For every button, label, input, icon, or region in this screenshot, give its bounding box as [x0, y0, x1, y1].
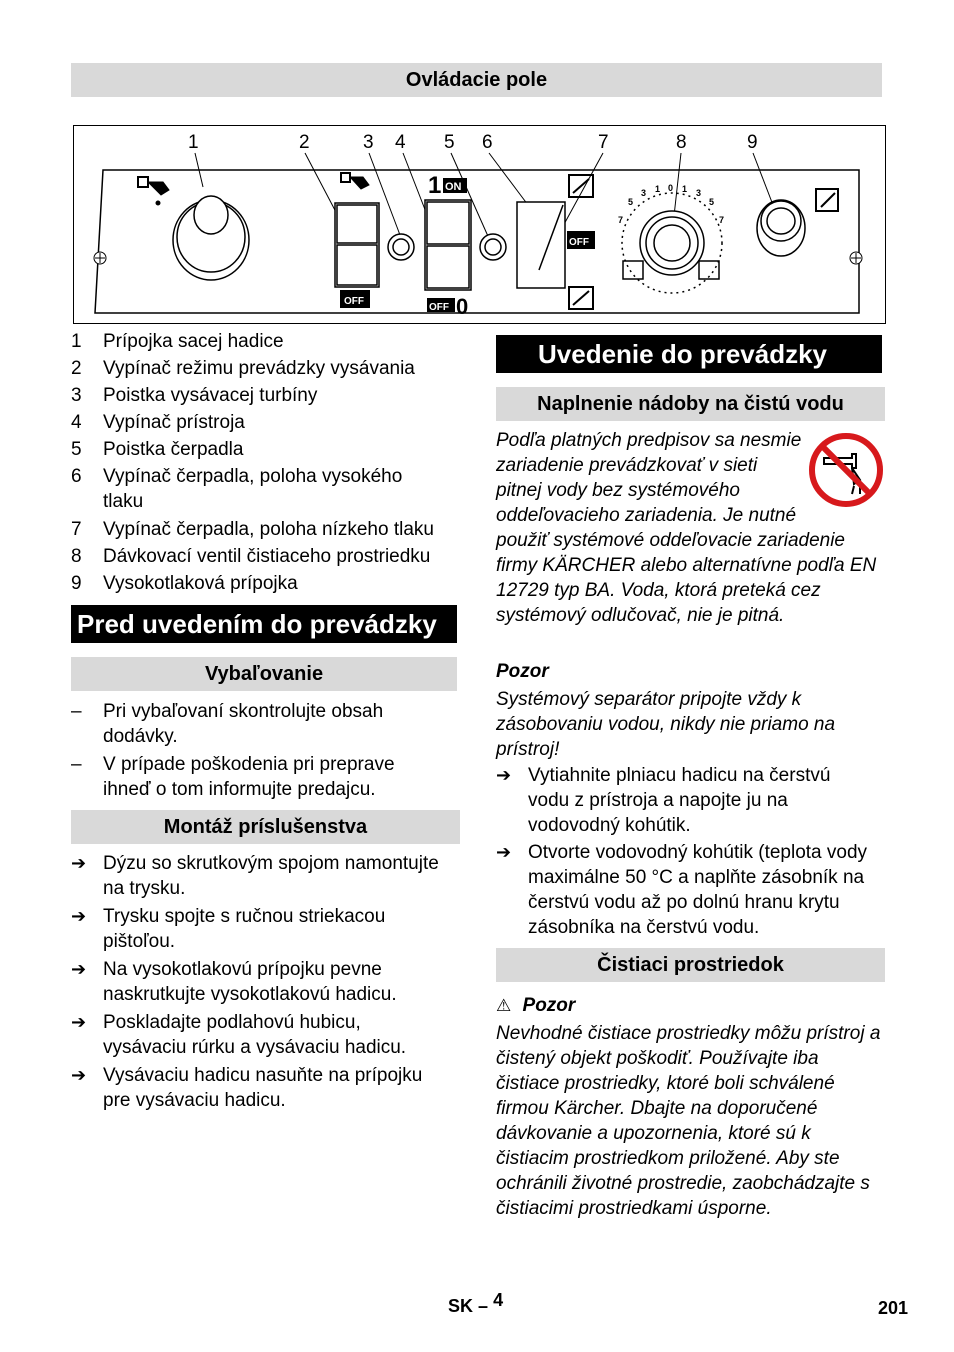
off-label-2: OFF [429, 302, 449, 313]
legend-item: 9 Vysokotlaková prípojka [71, 573, 298, 594]
pump-switch-graphic [517, 202, 565, 288]
fill-water-steps [496, 763, 886, 941]
off-label-1: OFF [344, 296, 364, 307]
arrow-right-icon: ➔ [71, 959, 87, 979]
step-item: ➔ Dýzu so skrutkovým spojom namontujte na trysku. [71, 853, 439, 899]
legend-item: 8 Dávkovací ventil čistiaceho prostriedku [71, 546, 431, 567]
turbine-fuse [388, 234, 414, 260]
arrow-right-icon: ➔ [71, 906, 87, 926]
legend-item: 3 Poistka vysávacej turbíny [71, 385, 318, 406]
callout-4: 4 [395, 132, 406, 153]
footer-page-local: SK – 4 [448, 1290, 504, 1316]
svg-text:7: 7 [719, 215, 725, 225]
footer-page-number: 201 [878, 1298, 909, 1318]
arrow-right-icon: ➔ [496, 842, 512, 862]
step-item: ➔ Poskladajte podlahovú hubicu, vysávaciu rúrku a vysávaciu hadicu. [71, 1012, 407, 1058]
list-item: – Pri vybaľovaní skontrolujte obsah dodávky. [71, 701, 384, 747]
step-item: ➔ Na vysokotlakovú prípojku pevne naskrutkujte vysokotlakovú hadicu. [71, 959, 397, 1005]
arrow-right-icon: ➔ [496, 765, 512, 785]
svg-text:1: 1 [655, 184, 661, 194]
section-title-before-startup: Pred uvedením do prevádzky [71, 605, 457, 643]
fill-water-intro: Podľa platných predpisov sa nesmie zariadenie prevádzkovať v sieti pitnej vody bez systémového oddeľovacieho zariadenia. Je nutné použiť systémové oddeľovacie zariadenie firmy KÄRCHER alebo alternatívne podľa EN 12729 typ BA. Voda, ktorá preteká cez systémový odlučovač, nie je pitná. [496, 430, 877, 626]
caution-text: Systémový separátor pripojte vždy k zásobovaniu vodou, nikdy nie priamo na prístroj! [496, 689, 836, 760]
callout-8: 8 [676, 132, 687, 153]
high-pressure-connection [757, 200, 805, 256]
accessories-heading: Montáž príslušenstva [71, 810, 460, 844]
callout-1: 1 [188, 132, 199, 153]
svg-text:3: 3 [641, 188, 647, 198]
accessories-steps [71, 851, 460, 1113]
legend-item: 6 Vypínač čerpadla, poloha vysokého tlaku [71, 466, 403, 512]
detergent-caution: ⚠ Pozor [496, 995, 576, 1016]
detergent-heading: Čistiaci prostriedok [496, 948, 885, 982]
pump-fuse [480, 234, 506, 260]
list-item: – V prípade poškodenia pri preprave ihneď o tom informujte predajcu. [71, 754, 395, 800]
legend-list [71, 329, 471, 599]
arrow-right-icon: ➔ [71, 1065, 87, 1085]
svg-text:1: 1 [682, 184, 688, 194]
on-label: ON [445, 181, 462, 193]
unpacking-list [71, 699, 457, 803]
control-panel-figure [73, 125, 886, 324]
legend-item: 7 Vypínač čerpadla, poloha nízkeho tlaku [71, 519, 434, 540]
legend-item: 4 Vypínač prístroja [71, 412, 245, 433]
svg-text:3: 3 [696, 188, 702, 198]
callout-9: 9 [747, 132, 758, 153]
svg-text:0: 0 [668, 183, 674, 193]
callout-3: 3 [363, 132, 374, 153]
callout-7: 7 [598, 132, 609, 153]
step-item: ➔ Vytiahnite plniacu hadicu na čerstvú vodu z prístroja a napojte ju na vodovodný kohútik. [496, 765, 831, 836]
caution-label: Pozor [496, 661, 549, 682]
unpacking-heading: Vybaľovanie [71, 657, 457, 691]
legend-item: 2 Vypínač režimu prevádzky vysávania [71, 358, 415, 379]
legend-item: 1 Prípojka sacej hadice [71, 331, 284, 352]
legend-item: 5 Poistka čerpadla [71, 439, 244, 460]
arrow-right-icon: ➔ [71, 853, 87, 873]
callout-6: 6 [482, 132, 493, 153]
warning-triangle-icon: ⚠ [496, 996, 512, 1015]
on-position-number: 1 [428, 172, 442, 199]
svg-text:5: 5 [628, 197, 634, 207]
step-item: ➔ Vysávaciu hadicu nasuňte na prípojku pre vysávaciu hadicu. [71, 1065, 423, 1111]
off-label-3: OFF [569, 237, 589, 248]
detergent-text: Nevhodné čistiace prostriedky môžu prístroj a čistený objekt poškodiť. Používajte iba čistiace prostriedky, ktoré boli schválené firmou Kärcher. Dbajte na doporučené dávkovanie a upozornenia, ktoré sú k čistiacim prostriedkom priložené. Aby ste ochránili životné prostredie, zaobchádzajte s čistiacimi prostriedkami úsporne. [496, 1023, 881, 1219]
section-title-startup: Uvedenie do prevádzky [496, 335, 882, 373]
callout-5: 5 [444, 132, 455, 153]
svg-text:5: 5 [709, 197, 715, 207]
vacuum-mode-switch-graphic [335, 203, 379, 287]
step-item: ➔ Trysku spojte s ručnou striekacou pištoľou. [71, 906, 386, 952]
svg-text:7: 7 [618, 215, 624, 225]
step-item: ➔ Otvorte vodovodný kohútik (teplota vody maximálne 50 °C a naplňte zásobník na čerstvú vodu až po dolnú hranu krytu zásobníka na čerstvú vodu. [496, 842, 868, 938]
fill-water-heading: Naplnenie nádoby na čistú vodu [496, 387, 885, 421]
callout-2: 2 [299, 132, 310, 153]
arrow-right-icon: ➔ [71, 1012, 87, 1032]
device-switch-graphic [425, 200, 471, 290]
screw-left-icon [94, 252, 106, 264]
off-position-number: 0 [456, 294, 469, 319]
control-panel-heading: Ovládacie pole [71, 63, 882, 97]
screw-right-icon [850, 252, 862, 264]
